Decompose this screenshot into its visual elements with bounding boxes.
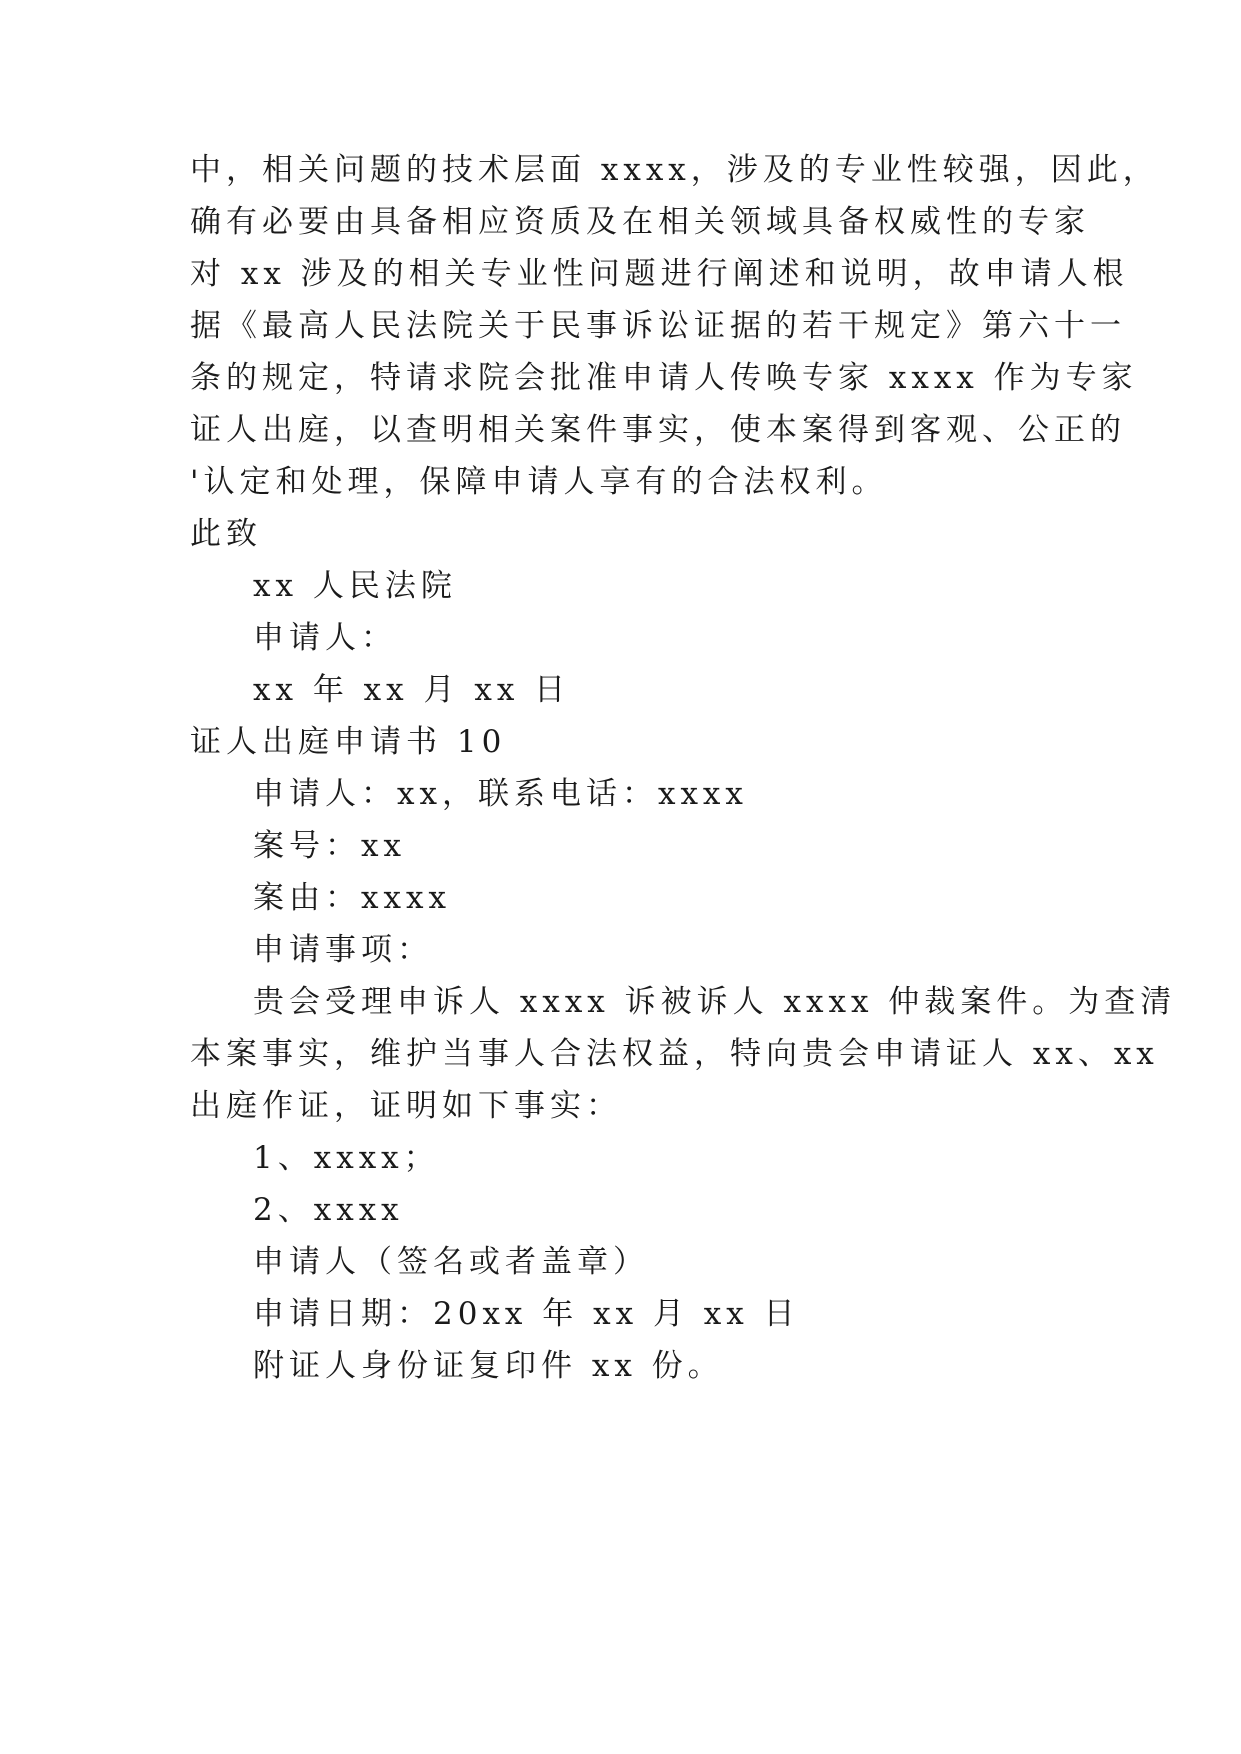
body-text-line: 证人出庭，以查明相关案件事实，使本案得到客观、公正的 — [190, 412, 1126, 448]
body-text-line: 中，相关问题的技术层面 xxxx，涉及的专业性较强，因此， — [190, 152, 1159, 188]
applicant-info: 申请人：xx，联系电话：xxxx — [253, 776, 748, 812]
date-line: xx 年 xx 月 xx 日 — [253, 672, 571, 708]
case-number: 案号：xx — [253, 828, 406, 864]
fact-item-1: 1、xxxx； — [253, 1140, 440, 1176]
body-text-line: 确有必要由具备相应资质及在相关领域具备权威性的专家 — [190, 204, 1090, 240]
request-heading: 申请事项： — [253, 932, 433, 968]
court-name: xx 人民法院 — [253, 568, 457, 604]
request-text-line: 本案事实，维护当事人合法权益，特向贵会申请证人 xx、xx — [190, 1036, 1159, 1072]
fact-item-2: 2、xxxx — [253, 1192, 404, 1228]
application-date: 申请日期：20xx 年 xx 月 xx 日 — [253, 1296, 800, 1332]
attachment-note: 附证人身份证复印件 xx 份。 — [253, 1348, 724, 1384]
request-text-line: 贵会受理申诉人 xxxx 诉被诉人 xxxx 仲裁案件。为查清 — [253, 984, 1177, 1020]
body-text-line: 对 xx 涉及的相关专业性问题进行阐述和说明，故申请人根 — [190, 256, 1129, 292]
body-text-line: 据《最高人民法院关于民事诉讼证据的若干规定》第六十一 — [190, 308, 1126, 344]
case-cause: 案由：xxxx — [253, 880, 451, 916]
applicant-signature-label: 申请人： — [253, 620, 397, 656]
signature-label: 申请人（签名或者盖章） — [253, 1244, 649, 1280]
body-text-line: 条的规定，特请求院会批准申请人传唤专家 xxxx 作为专家 — [190, 360, 1138, 396]
body-text-line: '认定和处理，保障申请人享有的合法权利。 — [190, 464, 888, 500]
closing-text: 此致 — [190, 516, 262, 552]
request-text-line: 出庭作证，证明如下事实： — [190, 1088, 622, 1124]
section-title: 证人出庭申请书 10 — [190, 724, 507, 760]
